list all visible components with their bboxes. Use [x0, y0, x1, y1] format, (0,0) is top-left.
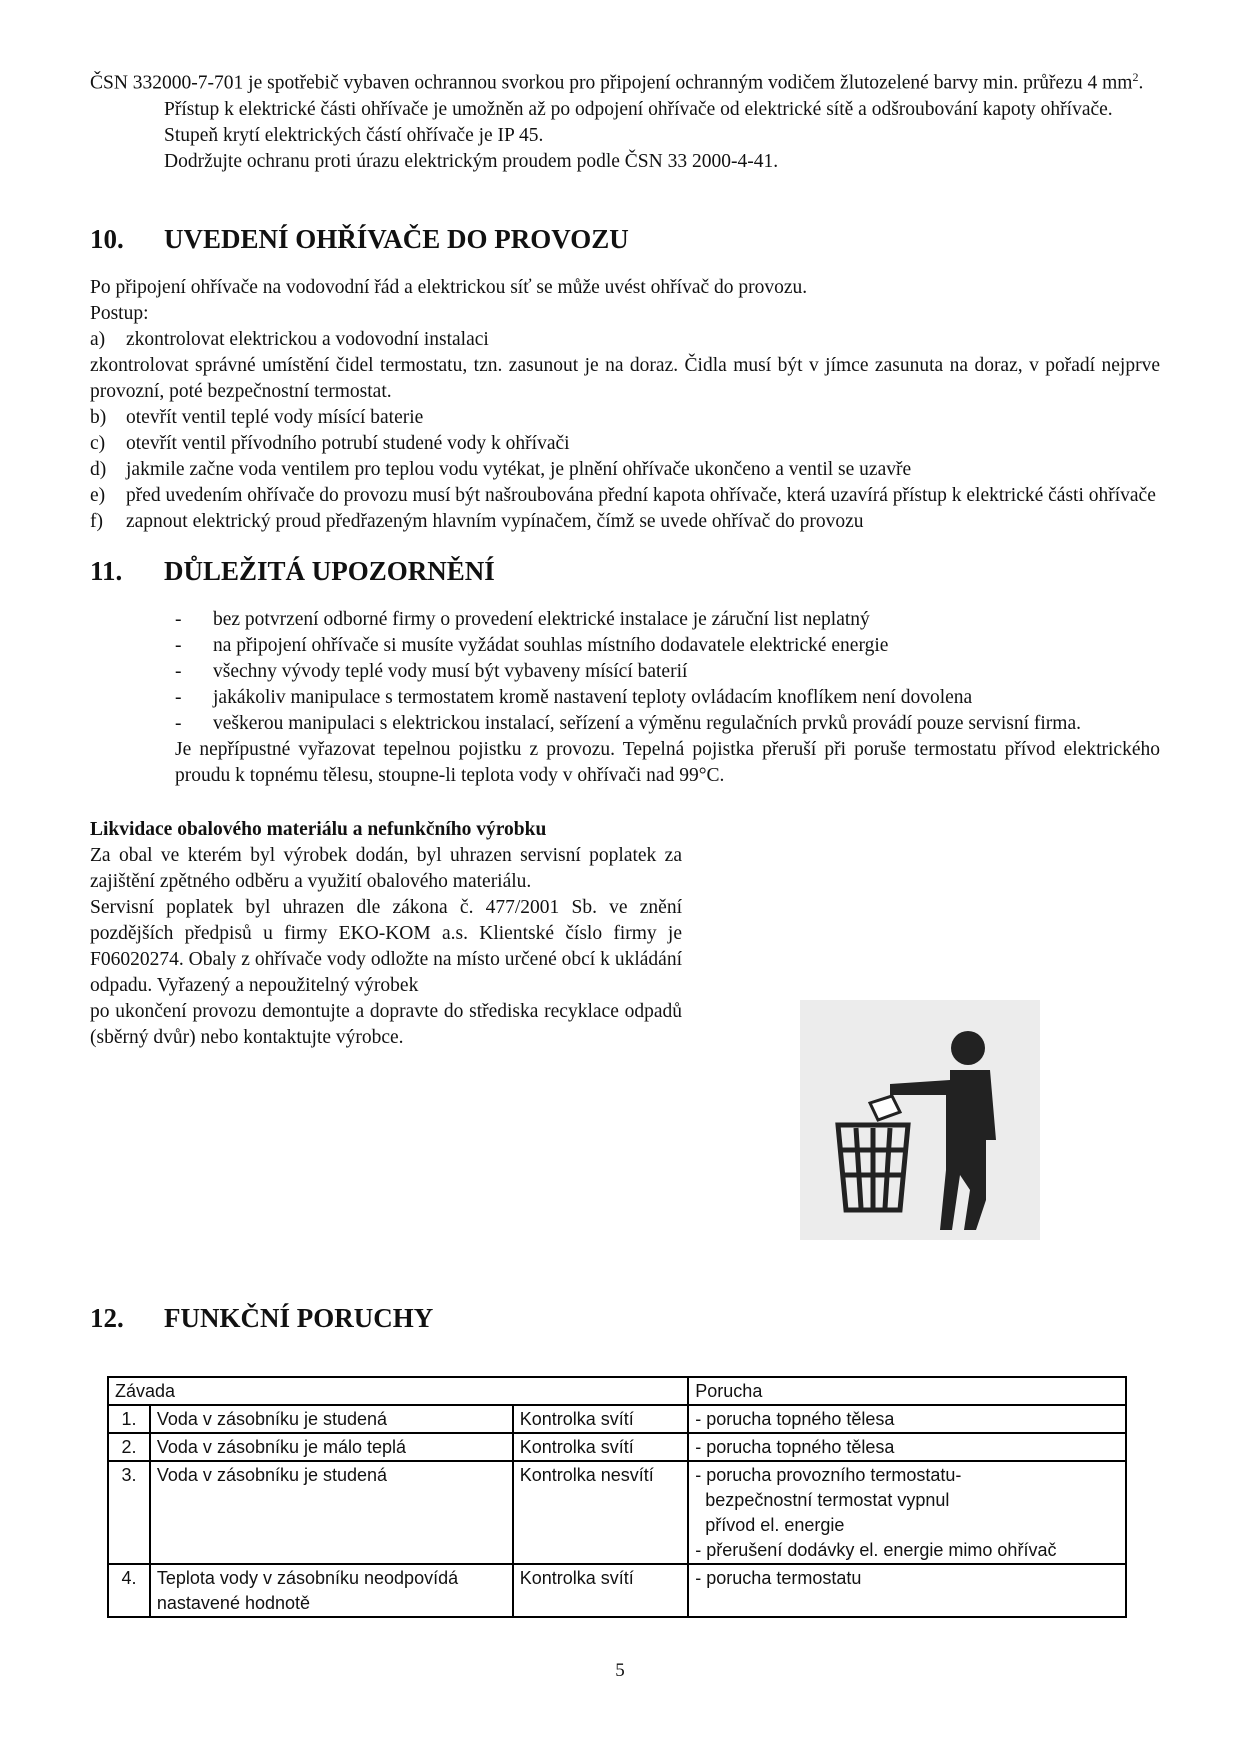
section-11-heading — [90, 555, 1160, 587]
table-row: 3. Voda v zásobníku je studená Kontrolka nesvítí - porucha provozního termostatu- bezpečnostní termostat vypnul přívod el. energie - přerušení dodávky el. energie mimo ohřívač — [108, 1461, 1126, 1564]
column-header-defect: Závada — [108, 1377, 688, 1405]
section-title: UVEDENÍ OHŘÍVAČE DO PROVOZU — [164, 223, 629, 254]
section-title: DŮLEŽITÁ UPOZORNĚNÍ — [164, 555, 495, 586]
disposal-block — [90, 817, 682, 1051]
list-item: e) před uvedením ohřívače do provozu musí být našroubována přední kapota ohřívače, která uzavírá přístup k elektrické části ohřívače — [90, 484, 1156, 506]
fault-cell-multiline: - porucha provozního termostatu- bezpečnostní termostat vypnul přívod el. energie - přerušení dodávky el. energie mimo ohřívač — [688, 1461, 1126, 1564]
list-item: a) zkontrolovat elektrickou a vodovodní instalaci — [90, 328, 489, 350]
warning-item: - veškerou manipulaci s elektrickou instalací, seřízení a výměnu regulačních prvků provádí pouze servisní firma. — [175, 712, 1081, 734]
tidy-man-recycle-icon — [800, 1000, 1040, 1240]
section-number: 10. — [90, 223, 124, 254]
intro-paragraph-4: Dodržujte ochranu proti úrazu elektrickým proudem podle ČSN 33 2000-4-41. — [164, 150, 779, 172]
disposal-title: Likvidace obalového materiálu a nefunkčního výrobku — [90, 818, 547, 840]
warning-item: - na připojení ohřívače si musíte vyžádat souhlas místního dodavatele elektrické energie — [175, 634, 889, 656]
intro-paragraph-1: ČSN 332000-7-701 je spotřebič vybaven ochrannou svorkou pro připojení ochranným vodičem žlutozelené barvy min. průřezu 4 $mm^2$. — [90, 70, 1144, 94]
section-12-heading — [90, 1302, 433, 1334]
disposal-paragraph-2: Servisní poplatek byl uhrazen dle zákona č. 477/2001 Sb. ve znění pozdějších předpisů u firmy EKO-KOM a.s. Klientské číslo firmy je F06020274. Obaly z ohřívače vody odložte na místo určené obcí k ukládání odpadu. Vyřazený a nepoužitelný výrobek — [90, 896, 682, 996]
list-item-continuation: zkontrolovat správné umístění čidel termostatu, tzn. zasunout je na doraz. Čidla musí být v jímce zasunuta na doraz, v pořadí nejprve provozní, poté bezpečnostní termostat. — [90, 354, 1160, 402]
section-title: FUNKČNÍ PORUCHY — [164, 1303, 434, 1333]
disposal-paragraph-1: Za obal ve kterém byl výrobek dodán, byl uhrazen servisní poplatek za zajištění zpětného odběru a využití obalového materiálu. — [90, 844, 682, 892]
section-number: 12. — [90, 1303, 124, 1333]
table-row: 1. Voda v zásobníku je studená Kontrolka svítí - porucha topného tělesa — [108, 1405, 1126, 1433]
warning-item: - bez potvrzení odborné firmy o provedení elektrické instalace je záruční list neplatný — [175, 608, 870, 630]
warning-item: - všechny vývody teplé vody musí být vybaveny mísící baterií — [175, 660, 688, 682]
section-10-intro: Po připojení ohřívače na vodovodní řád a elektrickou síť se může uvést ohřívač do provozu. — [90, 276, 808, 298]
table-row: 4. Teplota vody v zásobníku neodpovídá nastavené hodnotě Kontrolka svítí - porucha termostatu — [108, 1564, 1126, 1617]
page-number: 5 — [615, 1660, 625, 1681]
list-item: c) otevřít ventil přívodního potrubí studené vody k ohřívači — [90, 432, 570, 454]
procedure-label: Postup: — [90, 302, 149, 324]
list-item: f) zapnout elektrický proud předřazeným hlavním vypínačem, čímž se uvede ohřívač do provozu — [90, 510, 864, 532]
table-header-row — [108, 1377, 1126, 1405]
fuse-note: Je nepřípustné vyřazovat tepelnou pojistku z provozu. Tepelná pojistka přeruší při poruše termostatu přívod elektrického proudu k topnému tělesu, stoupne-li teplota vody v ohřívači nad 99°C. — [175, 738, 1160, 786]
intro-paragraph-2: Přístup k elektrické části ohřívače je umožněn až po odpojení ohřívače od elektrické sítě a odšroubování kapoty ohřívače. — [164, 98, 1113, 120]
intro-paragraph-3: Stupeň krytí elektrických částí ohřívače je IP 45. — [164, 124, 544, 146]
list-item: b) otevřít ventil teplé vody mísící baterie — [90, 406, 424, 428]
fault-table — [107, 1376, 1127, 1618]
section-number: 11. — [90, 555, 123, 586]
document-page — [90, 64, 1160, 1051]
column-header-fault: Porucha — [688, 1377, 1126, 1405]
list-item: d) jakmile začne voda ventilem pro teplou vodu vytékat, je plnění ohřívače ukončeno a ventil se uzavře — [90, 458, 912, 480]
warning-item: - jakákoliv manipulace s termostatem kromě nastavení teploty ovládacím knoflíkem není dovolena — [175, 686, 973, 708]
disposal-paragraph-3: po ukončení provozu demontujte a dopravte do střediska recyklace odpadů (sběrný dvůr) nebo kontaktujte výrobce. — [90, 1000, 682, 1048]
section-10-heading — [90, 223, 1160, 255]
table-row: 2. Voda v zásobníku je málo teplá Kontrolka svítí - porucha topného tělesa — [108, 1433, 1126, 1461]
